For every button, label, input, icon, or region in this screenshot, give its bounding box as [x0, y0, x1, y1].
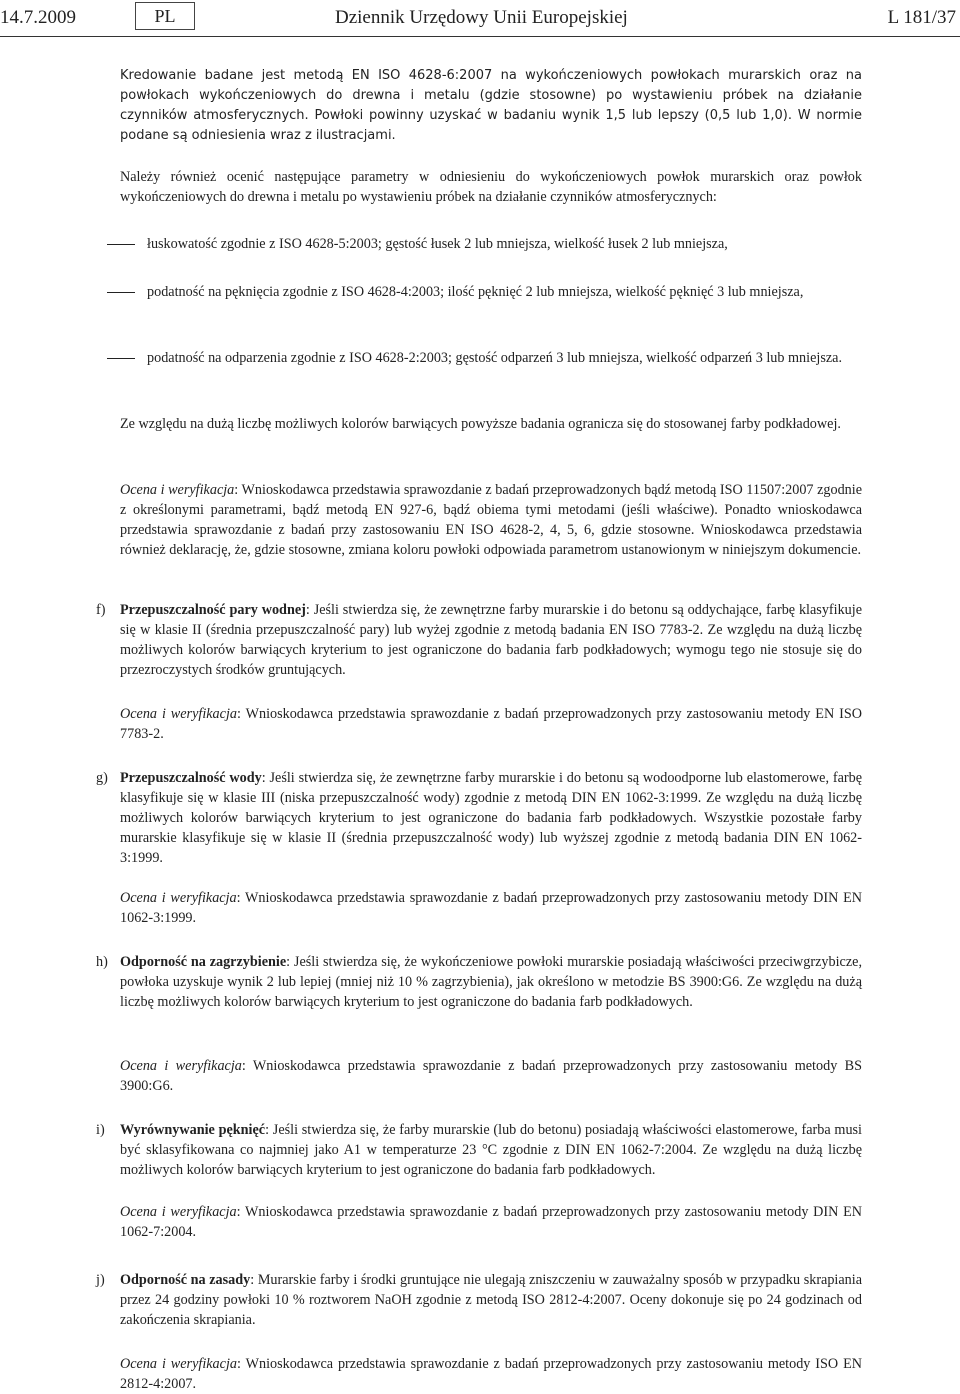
- section-body: : Jeśli stwierdza się, że zewnętrzne farby murarskie i do betonu są wodoodporne lub elastomerowe, farbę klasyfikuje się w klasie III (niska przepuszczalność wody) zgodnie z metodą DIN EN 1062-3:1999. Ze względu na dużą liczbę możliwych kolorów barwiących kryterium to jest ograniczone do badania farb podkładowych. Wszystkie pozostałe farby murarskie klasyfikuje się w klasie II (średnia przepuszczalność wody) lub wyższej zgodnie z metodą badania DIN EN 1062-3:1999.: [120, 770, 862, 866]
- dash-bullet: [107, 358, 135, 359]
- section-title: Odporność na zagrzybienie: [120, 954, 287, 970]
- section-letter: g): [96, 770, 108, 786]
- assessment-text: : Wnioskodawca przedstawia sprawozdanie z badań przeprowadzonych przy zastosowaniu metody DIN EN 1062-3:1999.: [120, 890, 863, 926]
- section-title: Wyrównywanie pęknięć: [120, 1122, 266, 1138]
- section-g-assessment: [120, 888, 862, 928]
- dash-item-cracking: [120, 282, 862, 302]
- section-j: [96, 1270, 863, 1330]
- section-j-assessment: [120, 1354, 862, 1394]
- journal-title: Dziennik Urzędowy Unii Europejskiej: [335, 7, 628, 28]
- section-letter: f): [96, 602, 106, 618]
- dash-item-text: podatność na odparzenia zgodnie z ISO 4628-2:2003; gęstość odparzeń 3 lub mniejsza, wielkość odparzeń 3 lub mniejsza.: [147, 350, 842, 366]
- intro-paragraph-parameters: Należy również ocenić następujące parametry w odniesieniu do wykończeniowych powłok murarskich oraz powłok wykończeniowych do drewna i metalu po wystawieniu próbek na działanie czynników atmosferycznych:: [120, 169, 862, 205]
- assessment-label: Ocena i weryfikacja: [120, 1356, 237, 1372]
- section-body: : Jeśli stwierdza się, że zewnętrzne farby murarskie i do betonu są oddychające, farbę klasyfikuje się w klasie II (średnia przepuszczalność pary) lub wyżej zgodnie z metodą badania EN ISO 7783-2. Ze względu na dużą liczbę możliwych kolorów barwiących kryterium to jest ograniczone do badania farb podkładowych; wymogu tego nie stosuje się do przezroczystych środków gruntujących.: [120, 602, 863, 678]
- assessment-label: Ocena i weryfikacja: [120, 1058, 242, 1074]
- page-reference: L 181/37: [887, 7, 956, 28]
- section-g: [96, 768, 862, 868]
- assessment-text: : Wnioskodawca przedstawia sprawozdanie z badań przeprowadzonych przy zastosowaniu metody BS 3900:G6.: [120, 1058, 862, 1094]
- language-badge: PL: [135, 2, 195, 30]
- section-h-assessment: [120, 1056, 862, 1096]
- assessment-text: : Wnioskodawca przedstawia sprawozdanie z badań przeprowadzonych bądź metodą ISO 11507:2007 zgodnie z określonymi parametrami, bądź metodą EN 927-6, bądź obiema tymi metodami (jeśli właściwe). Ponadto wnioskodawca przedstawia sprawozdanie z badań przy zastosowaniu EN ISO 4628-2, 4, 5, 6, gdzie stosowne. Wnioskodawca przedstawia również deklarację, że, gdzie stosowne, zmiana koloru powłoki odpowiada parametrom ustanowionym w niniejszym dokumencie.: [120, 482, 862, 558]
- assessment-label: Ocena i weryfikacja: [120, 706, 237, 722]
- intro-paragraph-colorants: Ze względu na dużą liczbę możliwych kolorów barwiących powyższe badania ogranicza się do stosowanej farby podkładowej.: [120, 416, 841, 432]
- dash-item-text: podatność na pęknięcia zgodnie z ISO 4628-4:2003; ilość pęknięć 2 lub mniejsza, wielkość pęknięć 3 lub mniejsza,: [147, 284, 804, 300]
- page-header: [0, 0, 960, 40]
- section-title: Przepuszczalność wody: [120, 770, 262, 786]
- section-f: [96, 600, 863, 680]
- section-letter: i): [96, 1122, 105, 1138]
- header-rule: [0, 36, 960, 37]
- section-letter: j): [96, 1272, 105, 1288]
- section-i: [96, 1120, 863, 1180]
- section-i-assessment: [120, 1202, 862, 1242]
- publication-date: 14.7.2009: [0, 7, 76, 28]
- section-title: Przepuszczalność pary wodnej: [120, 602, 306, 618]
- assessment-text: : Wnioskodawca przedstawia sprawozdanie z badań przeprowadzonych przy zastosowaniu metody ISO EN 2812-4:2007.: [120, 1356, 862, 1392]
- dash-item-text: łuskowatość zgodnie z ISO 4628-5:2003; gęstość łusek 2 lub mniejsza, wielkość łusek 2 lub mniejsza,: [147, 236, 728, 252]
- assessment-label: Ocena i weryfikacja: [120, 1204, 237, 1220]
- intro-paragraph-chalking: Kredowanie badane jest metodą EN ISO 4628-6:2007 na wykończeniowych powłokach murarskich oraz na powłokach wykończeniowych do drewna i metalu (gdzie stosowne) po wystawieniu próbek na działanie czynników atmosferycznych. Powłoki powinny uzyskać w badaniu wynik 1,5 lub lepszy (0,5 lub 1,0). W normie podane są odniesienia wraz z ilustracjami.: [120, 68, 862, 143]
- section-body: : Murarskie farby i środki gruntujące nie ulegają zniszczeniu w zauważalny sposób w przypadku skrapiania przez 24 godziny powłoki 10 % roztworem NaOH zgodnie z metodą ISO 2812-4:2007. Oceny dokonuje się po 24 godzinach od zakończenia skrapiania.: [120, 1272, 863, 1328]
- dash-item-blistering: [120, 348, 862, 368]
- assessment-text: : Wnioskodawca przedstawia sprawozdanie z badań przeprowadzonych przy zastosowaniu metody DIN EN 1062-7:2004.: [120, 1204, 863, 1240]
- section-title: Odporność na zasady: [120, 1272, 251, 1288]
- assessment-label: Ocena i weryfikacja: [120, 890, 237, 906]
- assessment-label: Ocena i weryfikacja: [120, 482, 235, 498]
- dash-bullet: [107, 244, 135, 245]
- section-h: [96, 952, 862, 1012]
- assessment-paragraph: [120, 480, 862, 560]
- section-f-assessment: [120, 704, 862, 744]
- section-letter: h): [96, 954, 108, 970]
- section-body: : Jeśli stwierdza się, że wykończeniowe powłoki murarskie posiadają właściwości przeciwgrzybicze, powłoka uzyskuje wynik 2 lub lepiej (mniej niż 10 % zagrzybienia), jak określono w metodzie BS 3900:G6. Ze względu na dużą liczbę możliwych kolorów barwiących kryterium to jest ograniczone do badania farb podkładowych.: [120, 954, 862, 1010]
- assessment-text: : Wnioskodawca przedstawia sprawozdanie z badań przeprowadzonych przy zastosowaniu metody EN ISO 7783-2.: [120, 706, 862, 742]
- dash-item-flaking: [120, 234, 862, 254]
- section-body: : Jeśli stwierdza się, że farby murarskie (lub do betonu) posiadają właściwości elastomerowe, farba musi być sklasyfikowana co najmniej jako A1 w temperaturze 23 °C zgodnie z DIN EN 1062-7:2004. Ze względu na dużą liczbę możliwych kolorów barwiących kryterium to jest ograniczone do badania farb podkładowych.: [120, 1122, 863, 1178]
- dash-bullet: [107, 292, 135, 293]
